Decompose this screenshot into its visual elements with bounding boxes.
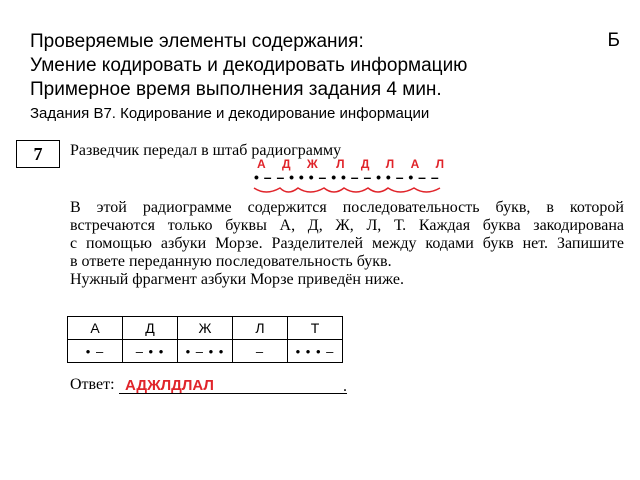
grade-letter: Б — [607, 30, 620, 51]
decoded-letter: Д — [282, 157, 291, 171]
radiogram-code — [248, 168, 448, 198]
morse-table — [67, 316, 343, 363]
segment-arcs — [254, 188, 440, 192]
morse-letter: Ж — [178, 317, 233, 340]
morse-codes-row — [68, 340, 343, 363]
morse-letter: Л — [233, 317, 288, 340]
decoded-letter: Д — [360, 157, 370, 171]
morse-code: – • • — [123, 340, 178, 363]
morse-letters-row — [68, 317, 343, 340]
content-elements-title: Проверяемые элементы содержания: — [30, 31, 364, 52]
morse-code: • – — [68, 340, 123, 363]
decoded-letter: Л — [385, 157, 395, 171]
time-line: Примерное время выполнения задания 4 мин. — [30, 79, 442, 100]
decoded-letter: Ж — [306, 157, 318, 171]
task-number: 7 — [16, 140, 60, 168]
morse-letter: Д — [123, 317, 178, 340]
paragraph-line: с помощью азбуки Морзе. Разделителей между кодами букв нет. Запишите — [70, 235, 624, 252]
decoded-letter: А — [257, 157, 266, 171]
morse-code: – — [233, 340, 288, 363]
header — [30, 30, 620, 124]
paragraph-line: встречаются только буквы А, Д, Ж, Л, Т. Каждая буква закодирована — [70, 217, 624, 234]
task-paragraph — [70, 199, 624, 289]
task-subtitle: Задания В7. Кодирование и декодирование информации — [30, 105, 430, 122]
morse-code: • – • • — [178, 340, 233, 363]
paragraph-line: в ответе переданную последовательность букв. — [70, 253, 392, 270]
morse-code: • • • – — [288, 340, 343, 363]
morse-letter: Т — [288, 317, 343, 340]
paragraph-line: Нужный фрагмент азбуки Морзе приведён ниже. — [70, 271, 404, 288]
skill-line: Умение кодировать и декодировать информацию — [30, 55, 468, 76]
decoded-letter: А — [410, 157, 420, 171]
task-intro: Разведчик передал в штаб радиограмму — [70, 142, 342, 159]
decoded-letter: Л — [435, 157, 444, 171]
decoded-letter: Л — [336, 157, 345, 171]
answer-end-mark: . — [343, 378, 347, 395]
answer-value: АДЖЛДЛАЛ — [125, 377, 214, 394]
morse-letter: А — [68, 317, 123, 340]
radiogram-code-text: • – – • • • – • • – – • • – • – – — [254, 169, 440, 185]
paragraph-line: В этой радиограмме содержится последовательность букв, в которой — [70, 199, 624, 216]
answer-label: Ответ: — [70, 376, 115, 393]
